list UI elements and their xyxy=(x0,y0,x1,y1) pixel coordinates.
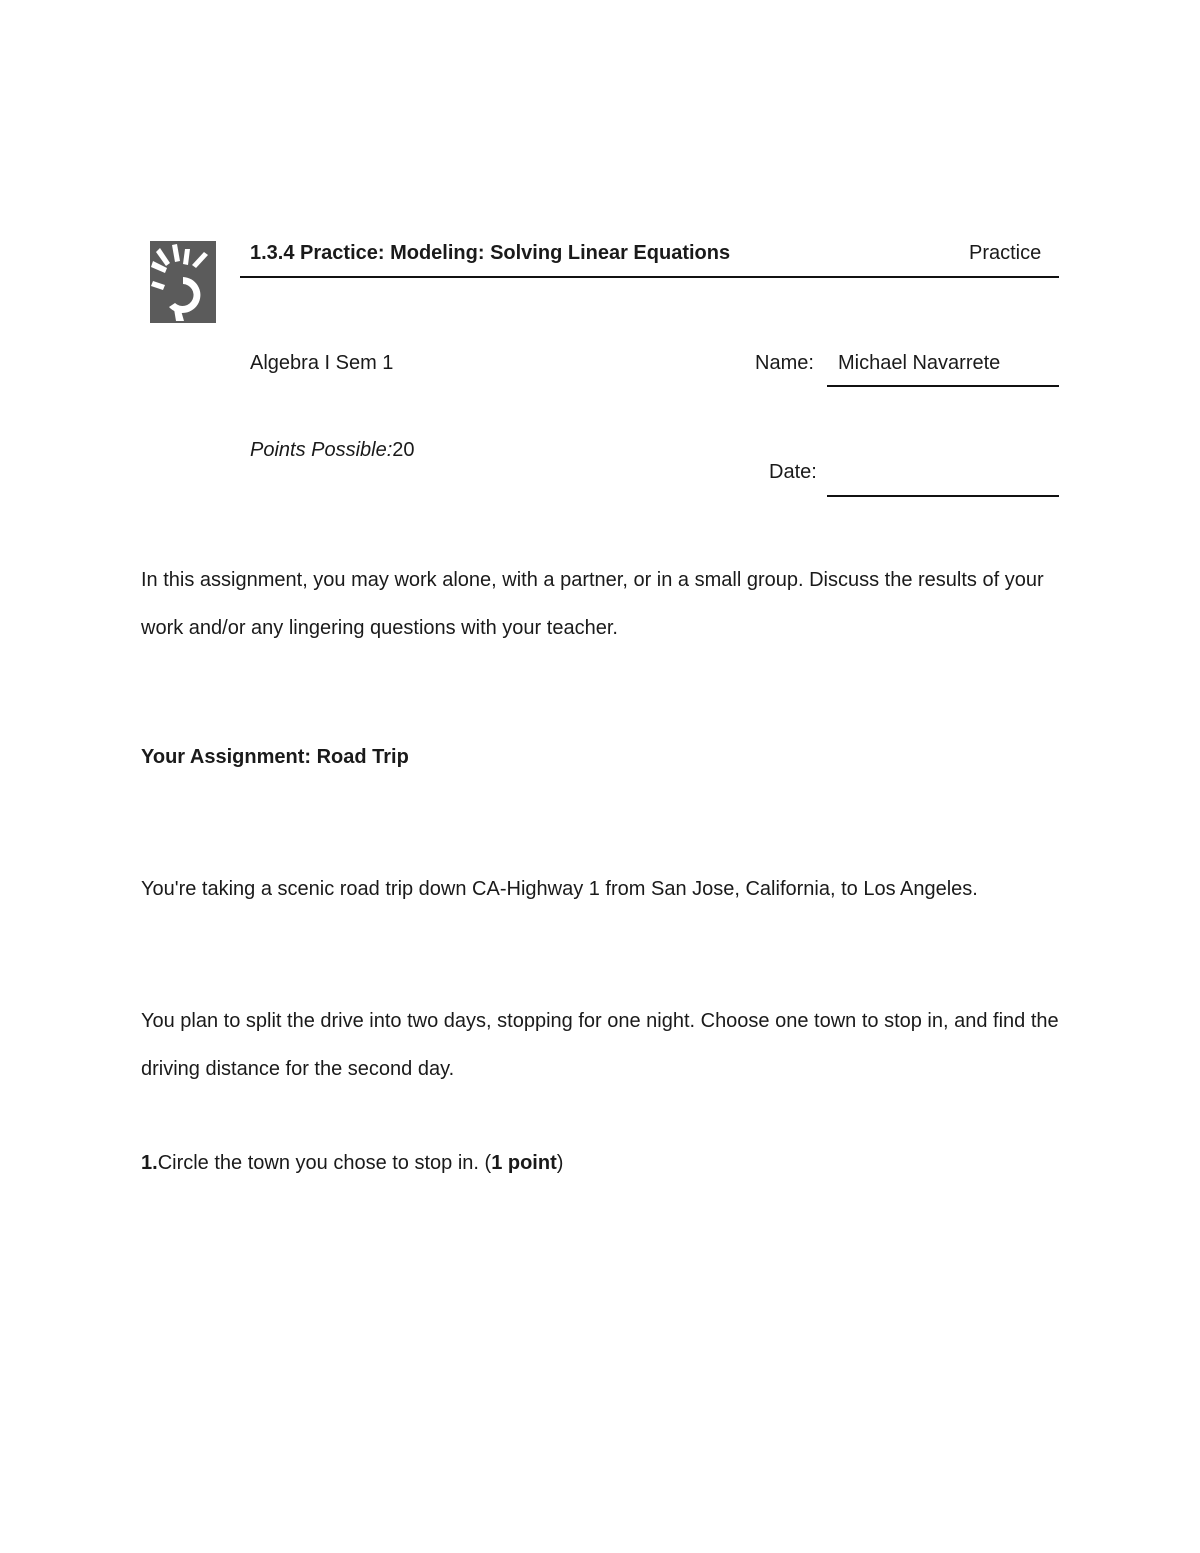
document-type-label: Practice xyxy=(969,242,1042,264)
name-label: Name: xyxy=(755,352,814,374)
points-possible xyxy=(250,439,415,462)
intro-paragraph: In this assignment, you may work alone, with a partner, or in a small group. Discuss the results of your work and/or any lingering questions with your teacher. xyxy=(141,569,1044,639)
points-possible-label: Points Possible: xyxy=(250,439,393,461)
question-1-text: Circle the town you chose to stop in. ( xyxy=(157,1152,492,1174)
question-1-close: ) xyxy=(556,1152,564,1174)
question-1-points: 1 point xyxy=(491,1152,557,1174)
name-underline xyxy=(827,385,1059,387)
question-1-number: 1. xyxy=(141,1152,158,1174)
assignment-title: 1.3.4 Practice: Modeling: Solving Linear Equations xyxy=(250,242,731,264)
plan-paragraph: You plan to split the drive into two days, stopping for one night. Choose one town to stop in, and find the driving distance for the second day. xyxy=(141,1010,1059,1080)
scenario-paragraph: You're taking a scenic road trip down CA-Highway 1 from San Jose, California, to Los Angeles. xyxy=(141,878,978,900)
course-name: Algebra I Sem 1 xyxy=(250,352,394,374)
assignment-heading: Your Assignment: Road Trip xyxy=(141,746,409,768)
date-label: Date: xyxy=(769,461,817,483)
points-possible-value: 20 xyxy=(392,439,415,461)
sun-burst-logo-icon xyxy=(150,241,216,323)
question-1 xyxy=(141,1152,563,1175)
header-rule xyxy=(240,276,1059,278)
date-field[interactable] xyxy=(827,495,1059,497)
name-field[interactable]: Michael Navarrete xyxy=(838,352,1001,374)
